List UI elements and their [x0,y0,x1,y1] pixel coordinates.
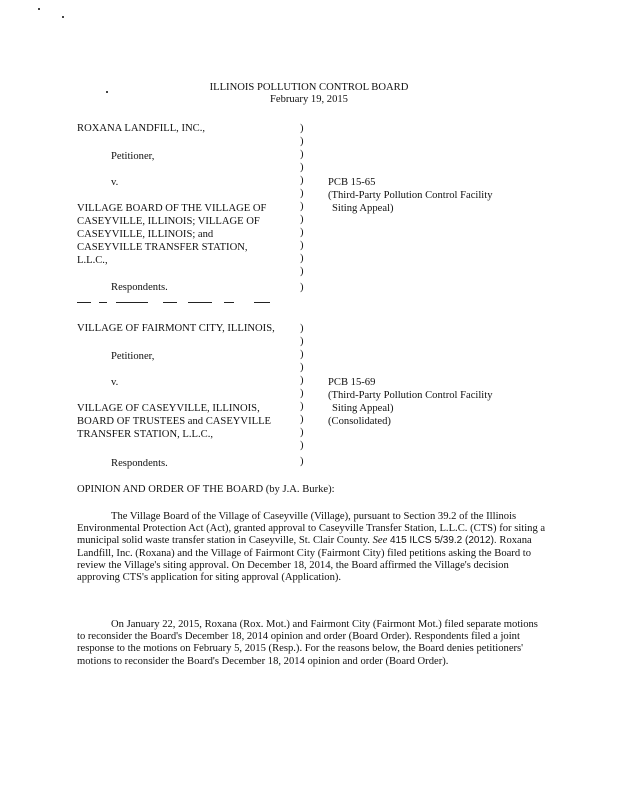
scan-speck [62,16,64,18]
petitioner-role: Petitioner, [111,151,155,162]
body-paragraph-1 [77,511,547,584]
respondent-line: TRANSFER STATION, L.L.C., [77,429,213,440]
respondent-role: Respondents. [111,282,168,293]
opinion-heading: OPINION AND ORDER OF THE BOARD (by J.A. Burke): [77,484,335,495]
case-type-line: Siting Appeal) [332,403,394,414]
case-type-line: (Third-Party Pollution Control Facility [328,390,493,401]
case-type-line: (Third-Party Pollution Control Facility [328,190,493,201]
body-paragraph-2: On January 22, 2015, Roxana (Rox. Mot.) and Fairmont City (Fairmont Mot.) filed separate motions to reconsider the Board's December 18, 2014 opinion and order (Board Order). Respondents filed a joint response to the motions on February 5, 2015 (Resp.). For the reasons below, the Board denies petitioners' motions to reconsider the Board's December 18, 2014 opinion and order (Board Order). [77,619,538,667]
respondent-role: Respondents. [111,458,168,469]
statute-citation: 415 ILCS 5/39.2 (2012). [389,535,497,547]
case-number: PCB 15-69 [328,377,376,388]
case-type-line: (Consolidated) [328,416,391,427]
scan-speck [38,8,40,10]
petitioner-name: VILLAGE OF FAIRMONT CITY, ILLINOIS, [77,323,275,334]
respondent-line: BOARD OF TRUSTEES and CASEYVILLE [77,416,272,427]
case-number: PCB 15-65 [328,177,376,188]
respondent-line: VILLAGE OF CASEYVILLE, ILLINOIS, [77,403,260,414]
document-date: February 19, 2015 [270,94,348,105]
petitioner-name: ROXANA LANDFILL, INC., [77,123,206,134]
agency-title: ILLINOIS POLLUTION CONTROL BOARD [209,82,409,93]
respondent-line: CASEYVILLE, ILLINOIS; VILLAGE OF [77,216,260,227]
respondent-line: CASEYVILLE TRANSFER STATION, [77,242,248,253]
paragraph-text: Roxana Landfill, Inc. (Roxana) and the Village of Fairmont City (Fairmont City) filed petitions asking the Board to review the Village's siting approval. On December 18, 2014, the Board affirmed the Village's decision approving CTS's application for siting approval (Application). [77,535,532,584]
versus-label: v. [111,177,119,188]
versus-label: v. [111,377,119,388]
paragraph-text: The Village Board of the Village of Caseyville (Village), pursuant to Section 39.2 of the Illinois Environmental Protection Act (Act), granted approval to Caseyville Transfer Station, L.L.C. (CTS) for siting a municipal solid waste transfer station in Caseyville, St. Clair County. [77,511,546,547]
respondent-line: VILLAGE BOARD OF THE VILLAGE OF [77,203,267,214]
respondent-line: CASEYVILLE, ILLINOIS; and [77,229,214,240]
case-type-line: Siting Appeal) [332,203,394,214]
petitioner-role: Petitioner, [111,351,155,362]
see-signal: See [372,535,388,547]
respondent-line: L.L.C., [77,255,108,266]
